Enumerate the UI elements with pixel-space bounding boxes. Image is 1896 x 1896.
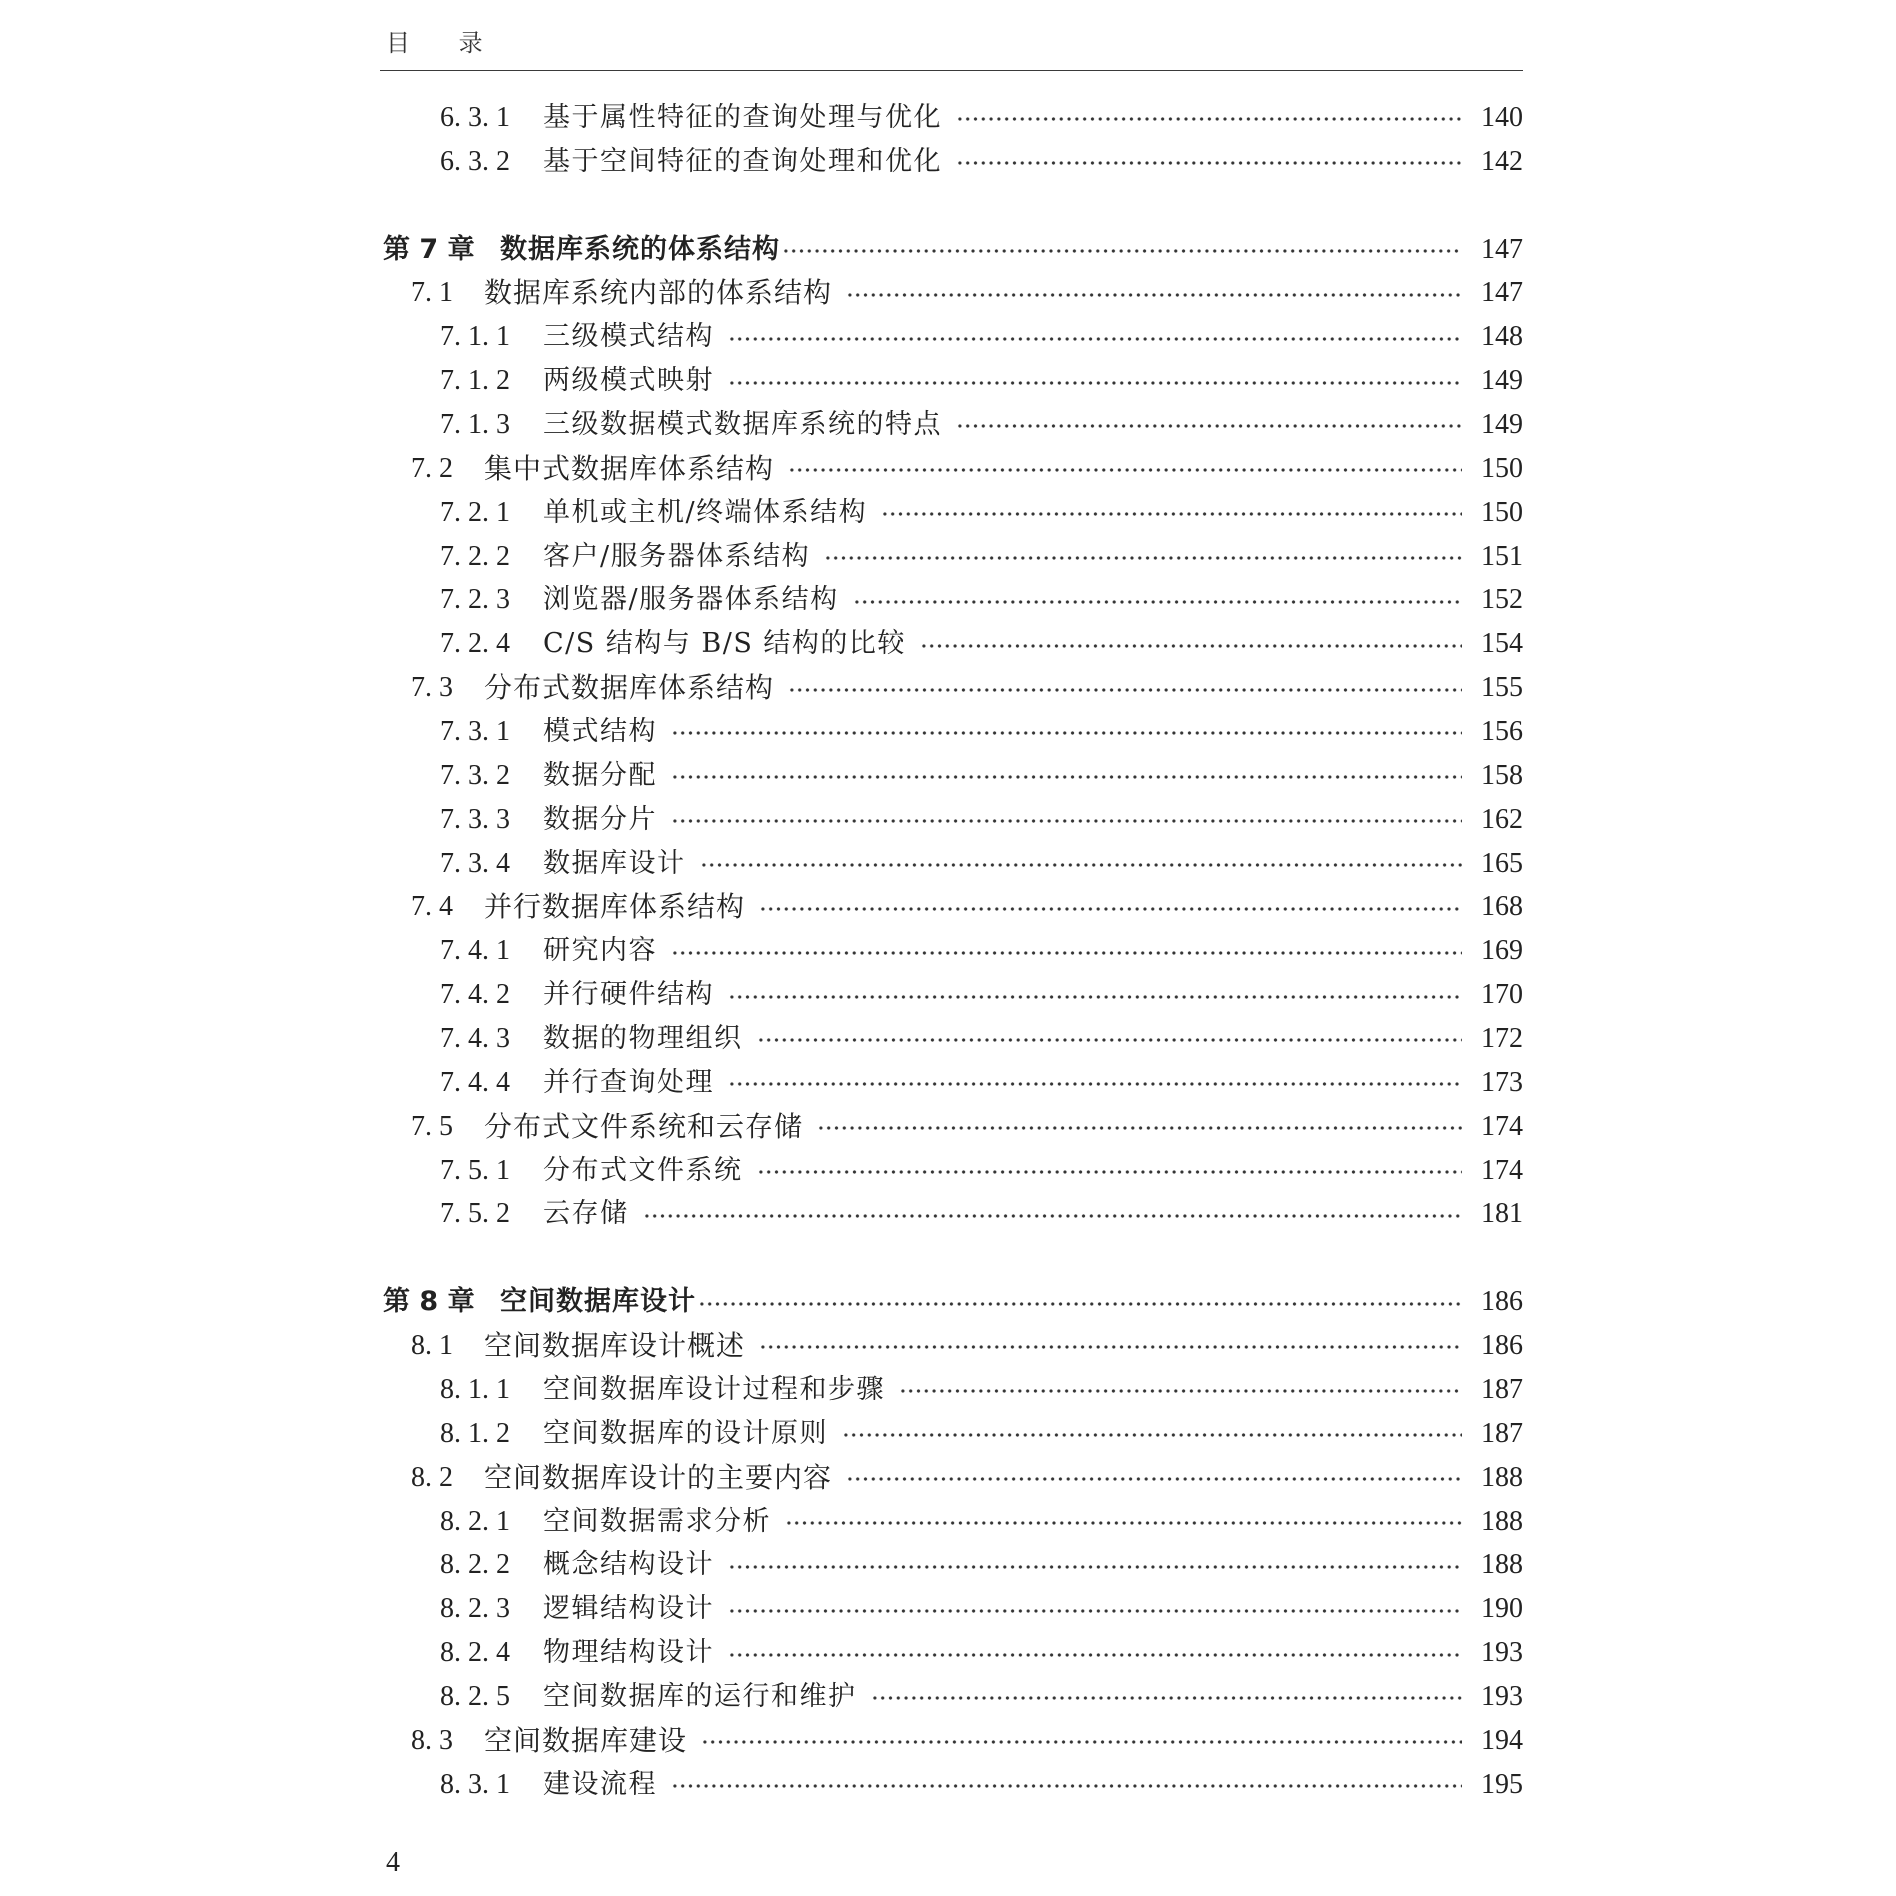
dot-leader: [728, 1652, 1462, 1658]
toc-subsection-entry: [380, 1412, 1523, 1456]
entry-page-number: 149: [1481, 409, 1523, 441]
dot-leader: [846, 292, 1462, 298]
dot-leader: [899, 1388, 1462, 1394]
entry-page-number: 188: [1481, 1505, 1523, 1537]
dot-leader: [728, 1081, 1462, 1087]
entry-number: 7. 1. 1: [440, 321, 510, 353]
toc-subsection-entry: [380, 622, 1523, 666]
toc-chapter-entry: [380, 228, 1523, 272]
entry-page-number: 194: [1481, 1724, 1523, 1756]
entry-number: 7. 1. 2: [440, 365, 510, 397]
dot-leader: [853, 599, 1462, 605]
entry-page-number: 172: [1481, 1023, 1523, 1055]
dot-leader: [759, 1344, 1462, 1350]
dot-leader: [824, 555, 1462, 561]
dot-leader: [956, 160, 1462, 166]
toc-subsection-entry: [380, 535, 1523, 579]
entry-page-number: 186: [1481, 1286, 1523, 1318]
toc-section-entry: [380, 1324, 1523, 1368]
toc-section-entry: [380, 1456, 1523, 1500]
dot-leader: [757, 1169, 1463, 1175]
entry-page-number: 190: [1481, 1593, 1523, 1625]
entry-title: 浏览器/服务器体系结构: [543, 584, 839, 616]
entry-number: 7. 1. 3: [440, 409, 510, 441]
dot-leader: [728, 336, 1462, 342]
entry-page-number: 151: [1481, 540, 1523, 572]
toc-subsection-entry: [380, 96, 1523, 140]
toc-chapter-entry: [380, 1280, 1523, 1324]
toc-subsection-entry: [380, 1149, 1523, 1193]
entry-title: 空间数据库设计概述: [484, 1329, 746, 1363]
entry-number: 7. 2. 1: [440, 496, 510, 528]
entry-number: 7. 2. 4: [440, 628, 510, 660]
entry-title: 数据库设计: [543, 847, 686, 879]
entry-title: 空间数据库建设: [484, 1723, 688, 1757]
entry-number: 8. 2. 3: [440, 1593, 510, 1625]
toc-subsection-entry: [380, 1368, 1523, 1412]
dot-leader: [700, 862, 1463, 868]
dot-leader: [788, 687, 1462, 693]
toc-subsection-entry: [380, 1017, 1523, 1061]
toc-section-entry: [380, 271, 1523, 315]
entry-page-number: 147: [1481, 277, 1523, 309]
entry-page-number: 169: [1481, 935, 1523, 967]
toc-subsection-entry: [380, 1763, 1523, 1807]
entry-title: 模式结构: [543, 716, 657, 748]
toc-subsection-entry: [380, 578, 1523, 622]
entry-title: 概念结构设计: [543, 1549, 714, 1581]
toc-section-entry: [380, 1105, 1523, 1149]
entry-number: 8. 2. 4: [440, 1637, 510, 1669]
entry-title: 客户/服务器体系结构: [543, 540, 811, 572]
entry-title: 单机或主机/终端体系结构: [543, 496, 868, 528]
dot-leader: [920, 643, 1462, 649]
entry-title: 集中式数据库体系结构: [484, 451, 775, 485]
entry-number: 8. 1. 1: [440, 1373, 510, 1405]
toc-section-entry: [380, 447, 1523, 491]
entry-title: 分布式文件系统: [543, 1154, 743, 1186]
entry-page-number: 195: [1481, 1768, 1523, 1800]
toc-subsection-entry: [380, 491, 1523, 535]
entry-number: 7. 4. 3: [440, 1023, 510, 1055]
toc-subsection-entry: [380, 1500, 1523, 1544]
entry-page-number: 147: [1481, 233, 1523, 265]
entry-page-number: 193: [1481, 1680, 1523, 1712]
toc-subsection-entry: [380, 359, 1523, 403]
dot-leader: [701, 1739, 1462, 1745]
entry-page-number: 170: [1481, 979, 1523, 1011]
entry-title: 空间数据需求分析: [543, 1505, 771, 1537]
dot-leader: [698, 1301, 1462, 1307]
dot-leader: [956, 423, 1462, 429]
toc-subsection-entry: [380, 973, 1523, 1017]
entry-title: 分布式文件系统和云存储: [484, 1109, 804, 1143]
entry-number: 8. 2: [411, 1461, 453, 1493]
dot-leader: [728, 994, 1462, 1000]
dot-leader: [728, 380, 1462, 386]
entry-number: 8. 2. 2: [440, 1549, 510, 1581]
page-number: 4: [386, 1847, 400, 1878]
entry-title: 数据分配: [543, 759, 657, 791]
toc-subsection-entry: [380, 315, 1523, 359]
entry-number: 7. 4. 2: [440, 979, 510, 1011]
entry-page-number: 165: [1481, 847, 1523, 879]
toc-subsection-entry: [380, 798, 1523, 842]
entry-page-number: 168: [1481, 891, 1523, 923]
entry-number: 8. 2. 1: [440, 1505, 510, 1537]
entry-number: 7. 5. 2: [440, 1198, 510, 1230]
entry-title: 分布式数据库体系结构: [484, 671, 775, 705]
entry-number: 7. 1: [411, 277, 453, 309]
running-header-title: 目 录: [386, 29, 483, 57]
entry-page-number: 162: [1481, 803, 1523, 835]
entry-title: 空间数据库设计过程和步骤: [543, 1373, 885, 1405]
entry-number: 第 8 章: [383, 1286, 475, 1318]
entry-page-number: 154: [1481, 628, 1523, 660]
entry-page-number: 142: [1481, 145, 1523, 177]
toc-subsection-entry: [380, 1675, 1523, 1719]
entry-page-number: 187: [1481, 1373, 1523, 1405]
dot-leader: [881, 511, 1462, 517]
table-of-contents: [380, 96, 1523, 1807]
entry-number: 7. 3. 2: [440, 759, 510, 791]
toc-subsection-entry: [380, 842, 1523, 886]
entry-number: 8. 3. 1: [440, 1768, 510, 1800]
toc-subsection-entry: [380, 1192, 1523, 1236]
entry-title: 数据分片: [543, 803, 657, 835]
entry-title: 基于属性特征的查询处理与优化: [543, 102, 942, 133]
header-rule: [380, 70, 1523, 71]
dot-leader: [671, 950, 1462, 956]
entry-title: 三级数据模式数据库系统的特点: [543, 409, 942, 441]
toc-subsection-entry: [380, 710, 1523, 754]
entry-title: 研究内容: [543, 935, 657, 967]
entry-title: C/S 结构与 B/S 结构的比较: [543, 628, 906, 660]
entry-number: 8. 2. 5: [440, 1680, 510, 1712]
entry-page-number: 149: [1481, 365, 1523, 397]
entry-page-number: 186: [1481, 1330, 1523, 1362]
dot-leader: [757, 1037, 1463, 1043]
entry-page-number: 174: [1481, 1154, 1523, 1186]
entry-number: 7. 3: [411, 672, 453, 704]
dot-leader: [671, 818, 1462, 824]
toc-subsection-entry: [380, 1587, 1523, 1631]
dot-leader: [785, 1520, 1462, 1526]
entry-number: 7. 3. 4: [440, 847, 510, 879]
dot-leader: [643, 1213, 1463, 1219]
dot-leader: [788, 467, 1462, 473]
dot-leader: [782, 248, 1462, 254]
toc-subsection-entry: [380, 1061, 1523, 1105]
entry-title: 空间数据库的设计原则: [543, 1417, 828, 1449]
entry-number: 7. 4: [411, 891, 453, 923]
entry-number: 7. 2. 2: [440, 540, 510, 572]
entry-title: 数据库系统的体系结构: [500, 233, 780, 265]
dot-leader: [846, 1476, 1462, 1482]
toc-section-entry: [380, 1719, 1523, 1763]
entry-number: 7. 3. 1: [440, 716, 510, 748]
entry-page-number: 173: [1481, 1066, 1523, 1098]
entry-number: 第 7 章: [383, 233, 475, 265]
entry-page-number: 188: [1481, 1461, 1523, 1493]
dot-leader: [956, 116, 1462, 122]
toc-subsection-entry: [380, 1631, 1523, 1675]
entry-number: 8. 1. 2: [440, 1417, 510, 1449]
entry-title: 数据库系统内部的体系结构: [484, 276, 833, 310]
toc-section-entry: [380, 885, 1523, 929]
entry-number: 7. 5: [411, 1110, 453, 1142]
entry-page-number: 155: [1481, 672, 1523, 704]
entry-page-number: 140: [1481, 102, 1523, 133]
entry-title: 并行数据库体系结构: [484, 890, 746, 924]
entry-title: 并行查询处理: [543, 1066, 714, 1098]
entry-title: 空间数据库的运行和维护: [543, 1680, 857, 1712]
entry-number: 7. 2: [411, 452, 453, 484]
entry-title: 空间数据库设计的主要内容: [484, 1460, 833, 1494]
entry-title: 空间数据库设计: [500, 1286, 696, 1318]
dot-leader: [728, 1564, 1462, 1570]
entry-title: 三级模式结构: [543, 321, 714, 353]
dot-leader: [671, 730, 1462, 736]
entry-number: 7. 4. 4: [440, 1066, 510, 1098]
entry-page-number: 174: [1481, 1110, 1523, 1142]
dot-leader: [671, 774, 1462, 780]
dot-leader: [871, 1695, 1463, 1701]
entry-number: 7. 2. 3: [440, 584, 510, 616]
toc-section-entry: [380, 666, 1523, 710]
entry-title: 基于空间特征的查询处理和优化: [543, 145, 942, 177]
dot-leader: [759, 906, 1462, 912]
entry-page-number: 150: [1481, 452, 1523, 484]
entry-number: 7. 3. 3: [440, 803, 510, 835]
toc-subsection-entry: [380, 754, 1523, 798]
entry-number: 6. 3. 1: [440, 102, 510, 133]
entry-number: 7. 5. 1: [440, 1154, 510, 1186]
entry-number: 7. 4. 1: [440, 935, 510, 967]
entry-title: 云存储: [543, 1198, 629, 1230]
entry-title: 逻辑结构设计: [543, 1593, 714, 1625]
entry-page-number: 188: [1481, 1549, 1523, 1581]
toc-subsection-entry: [380, 140, 1523, 184]
dot-leader: [817, 1125, 1462, 1131]
entry-title: 并行硬件结构: [543, 979, 714, 1011]
entry-page-number: 193: [1481, 1637, 1523, 1669]
entry-page-number: 148: [1481, 321, 1523, 353]
entry-title: 物理结构设计: [543, 1637, 714, 1669]
entry-title: 数据的物理组织: [543, 1023, 743, 1055]
entry-number: 6. 3. 2: [440, 145, 510, 177]
entry-page-number: 187: [1481, 1417, 1523, 1449]
toc-subsection-entry: [380, 403, 1523, 447]
dot-leader: [842, 1432, 1462, 1438]
toc-subsection-entry: [380, 1543, 1523, 1587]
dot-leader: [671, 1783, 1462, 1789]
entry-page-number: 152: [1481, 584, 1523, 616]
entry-page-number: 150: [1481, 496, 1523, 528]
entry-title: 建设流程: [543, 1768, 657, 1800]
entry-page-number: 181: [1481, 1198, 1523, 1230]
entry-number: 8. 3: [411, 1724, 453, 1756]
entry-page-number: 156: [1481, 716, 1523, 748]
toc-subsection-entry: [380, 929, 1523, 973]
dot-leader: [728, 1608, 1462, 1614]
entry-page-number: 158: [1481, 759, 1523, 791]
entry-title: 两级模式映射: [543, 365, 714, 397]
entry-number: 8. 1: [411, 1330, 453, 1362]
